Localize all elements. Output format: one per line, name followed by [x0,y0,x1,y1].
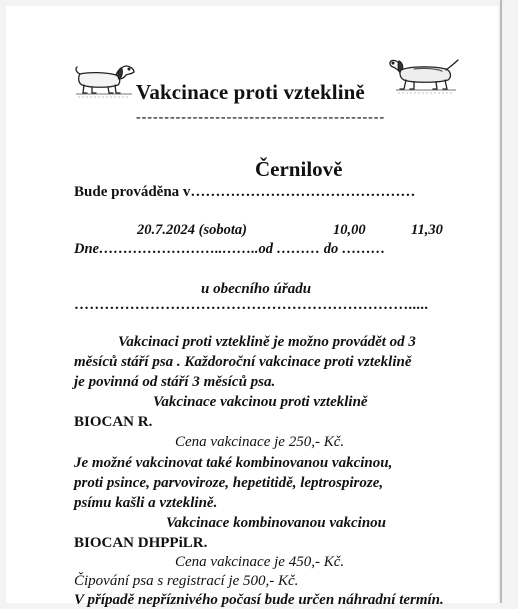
date-time-line: Dne……………………..……..od ……… do ……… [74,241,386,257]
combo-heading: Vakcinace kombinovanou vakcinou [166,515,387,531]
chip-price: Čipování psa s registrací je 500,- Kč. [74,573,299,589]
dachshund-icon [74,60,136,106]
location-dotted-line: …………………………………………………………..... [74,297,429,313]
page-title: Vakcinace proti vzteklině [136,80,365,104]
body-line: Je možné vakcinovat také kombinovanou vakcinou, [74,455,393,471]
body-line: psímu kašli a vzteklině. [74,495,218,511]
title-underline: -------------------------------------------- [136,110,386,125]
body-line: měsíců stáří psa . Každoroční vakcinace proti vzteklině [74,354,412,370]
dachshund-icon [388,52,460,100]
rabies-price: Cena vakcinace je 250,- Kč. [175,434,345,450]
body-line: je povinná od stáří 3 měsíců psa. [74,374,276,390]
combo-vaccine-name: BIOCAN DHPPiLR. [74,535,208,551]
body-line: Vakcinaci proti vzteklině je možno provádět od 3 [118,334,416,350]
rabies-heading: Vakcinace vakcinou proti vzteklině [153,394,368,410]
bude-line: Bude prováděna v……………………………………… [74,184,416,200]
rabies-vaccine-name: BIOCAN R. [74,414,153,430]
weather-note: V případě nepříznivého počasí bude určen náhradní termín. [74,592,444,608]
combo-price: Cena vakcinace je 450,- Kč. [175,554,345,570]
page-edge [500,0,502,603]
time-to-value: 11,30 [411,222,443,238]
location-text: u obecního úřadu [201,281,312,297]
time-from-value: 10,00 [333,222,366,238]
place-name: Černilově [255,157,343,181]
body-line: proti psince, parvoviroze, hepetitidě, leptrospiroze, [74,475,384,491]
date-value: 20.7.2024 (sobota) [137,222,247,238]
